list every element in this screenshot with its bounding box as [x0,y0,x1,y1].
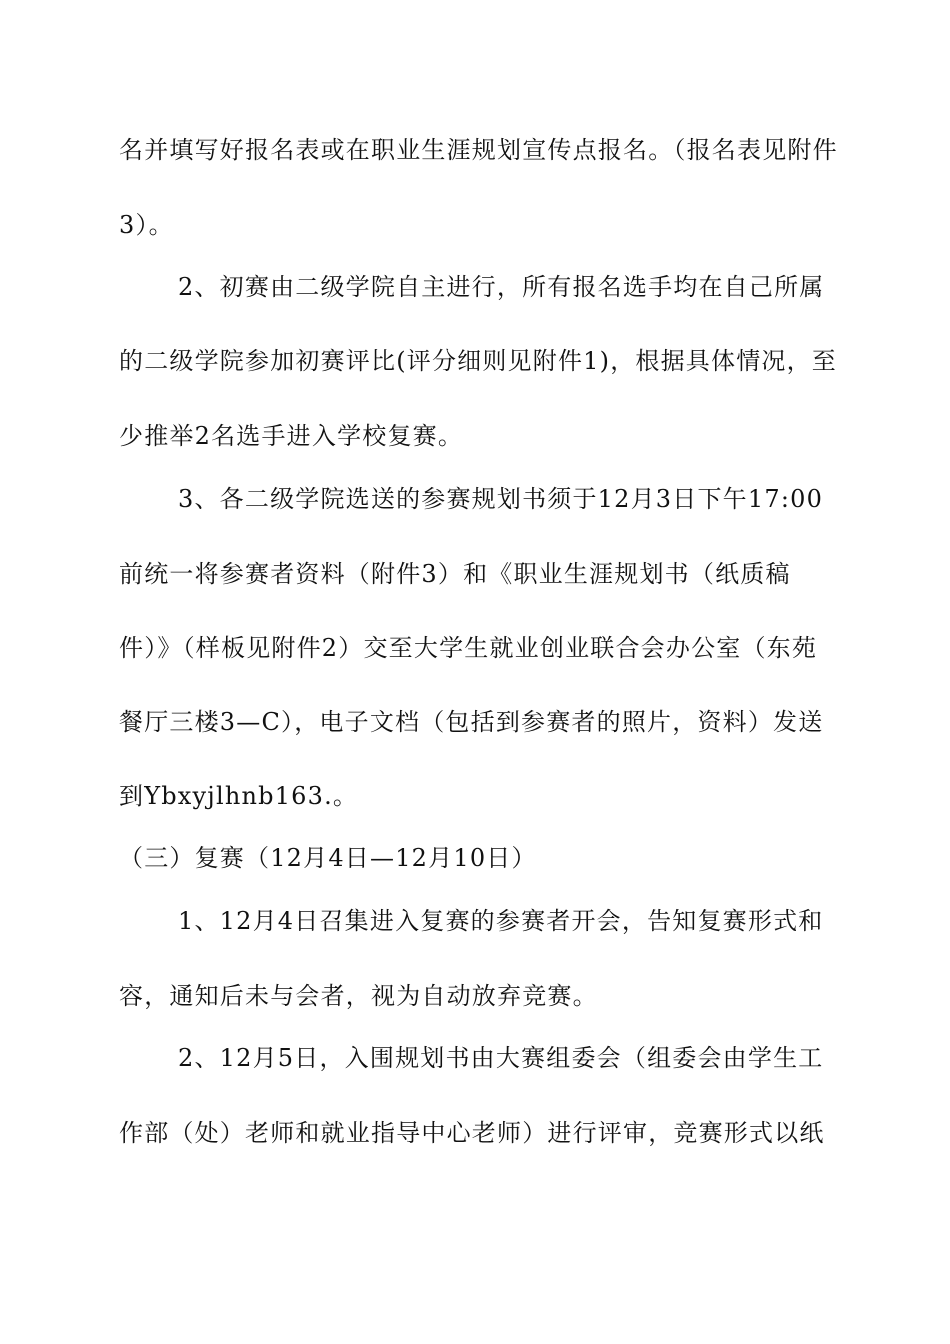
section-heading: （三）复赛（12月4日—12月10日） [119,844,537,872]
text-line: 作部（处）老师和就业指导中心老师）进行评审，竞赛形式以纸 [119,1119,825,1147]
text-line: 的二级学院参加初赛评比(评分细则见附件1)，根据具体情况，至 [119,347,837,375]
text-line: 3）。 [119,211,174,239]
paragraph-start-line: 2、12月5日，入围规划书由大赛组委会（组委会由学生工 [178,1044,824,1072]
text-line: 容，通知后未与会者，视为自动放弃竞赛。 [119,982,598,1010]
paragraph-start-line: 1、12月4日召集进入复赛的参赛者开会，告知复赛形式和 [178,907,824,935]
paragraph-start-line: 2、初赛由二级学院自主进行，所有报名选手均在自己所属 [178,273,825,301]
text-line: 件）》（样板见附件2）交至大学生就业创业联合会办公室（东苑 [119,634,818,662]
paragraph-start-line: 3、各二级学院选送的参赛规划书须于12月3日下午17:00 [178,485,824,513]
text-line: 前统一将参赛者资料（附件3）和《职业生涯规划书（纸质稿 [119,560,791,588]
text-line: 少推举2名选手进入学校复赛。 [119,422,464,450]
text-line: 到Ybxyjlhnb163.。 [119,782,359,810]
text-line: 名并填写好报名表或在职业生涯规划宣传点报名。（报名表见附件 [119,136,838,164]
text-line: 餐厅三楼3—C），电子文档（包括到参赛者的照片，资料）发送 [119,708,824,736]
